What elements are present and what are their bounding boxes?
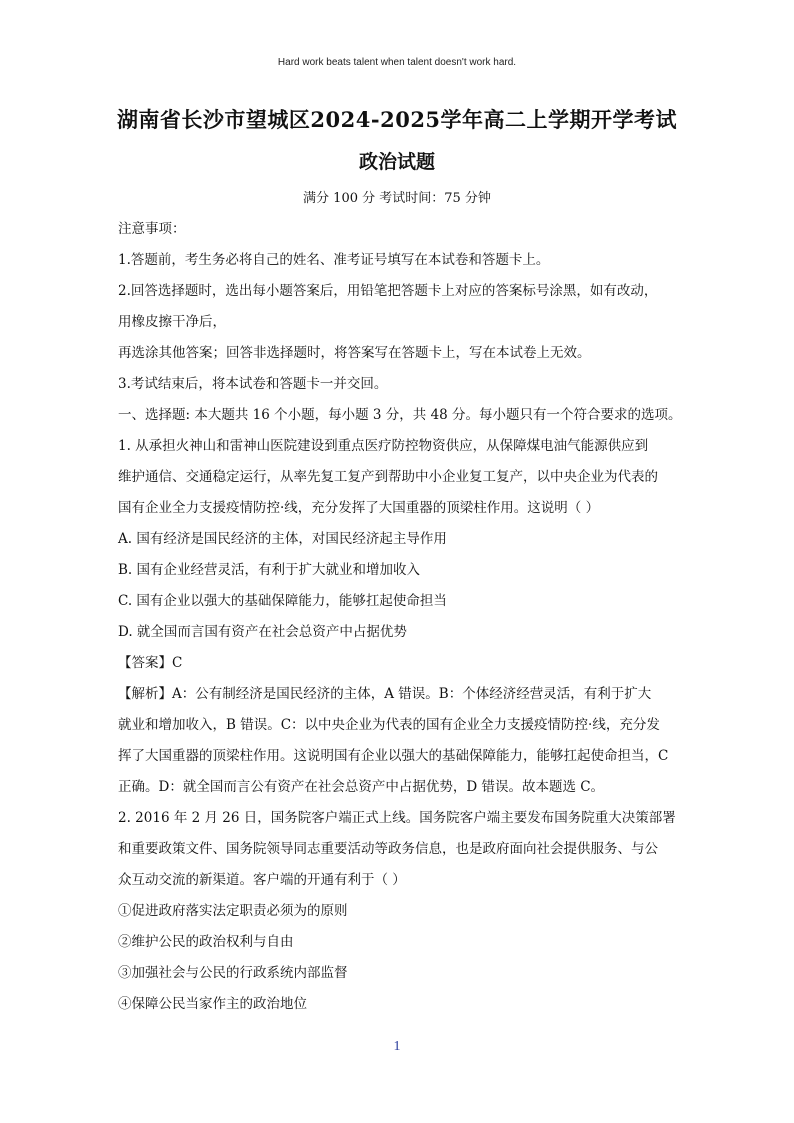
note-item-2-line-1: 2.回答选择题时，选出每小题答案后，用铅笔把答题卡上对应的答案标号涂黑，如有改动，	[118, 283, 658, 299]
note-item-2-line-3: 再选涂其他答案；回答非选择题时，将答案写在答题卡上，写在本试卷上无效。	[118, 345, 591, 361]
question-1-option-d: D. 就全国而言国有资产在社会总资产中占据优势	[118, 624, 407, 640]
question-2-option-4: ④保障公民当家作主的政治地位	[118, 996, 307, 1012]
note-item-1: 1.答题前，考生务必将自己的姓名、准考证号填写在本试卷和答题卡上。	[118, 252, 550, 268]
question-1-stem-line-3: 国有企业全力支援疫情防控·线，充分发挥了大国重器的顶梁柱作用。这说明（ ）	[118, 500, 600, 516]
question-2-stem-line-3: 众互动交流的新渠道。客户端的开通有利于（ ）	[118, 872, 406, 888]
question-2-stem-line-2: 和重要政策文件、国务院领导同志重要活动等政务信息，也是政府面向社会提供服务、与公	[118, 841, 658, 857]
section-heading: 一、选择题: 本大题共 16 个小题，每小题 3 分，共 48 分。每小题只有一个符合要求的选项。	[118, 407, 682, 423]
question-2-option-2: ②维护公民的政治权利与自由	[118, 934, 294, 950]
question-1-analysis-line-2: 就业和增加收入，B 错误。C：以中央企业为代表的国有企业全力支援疫情防控·线，充分发	[118, 717, 660, 733]
question-1-answer: 【答案】C	[118, 655, 183, 671]
question-2-option-3: ③加强社会与公民的行政系统内部监督	[118, 965, 348, 981]
notes-heading: 注意事项：	[118, 221, 186, 237]
question-2-option-1: ①促进政府落实法定职责必须为的原则	[118, 903, 348, 919]
note-item-2-line-2: 用橡皮擦干净后，	[118, 314, 226, 330]
page-number: 1	[393, 1039, 401, 1054]
question-1-analysis-line-1: 【解析】A：公有制经济是国民经济的主体，A 错误。B：个体经济经营灵活，有利于扩大	[118, 686, 652, 702]
question-1-analysis-line-3: 挥了大国重器的顶梁柱作用。这说明国有企业以强大的基础保障能力，能够扛起使命担当，C	[118, 748, 669, 764]
note-item-3: 3.考试结束后，将本试卷和答题卡一并交回。	[118, 376, 388, 392]
exam-content	[118, 214, 693, 1020]
exam-subject: 政治试题	[358, 151, 435, 173]
exam-info: 满分 100 分 考试时间：75 分钟	[303, 191, 491, 206]
question-1-stem-line-2: 维护通信、交通稳定运行，从率先复工复产到帮助中小企业复工复产，以中央企业为代表的	[118, 469, 658, 485]
exam-title: 湖南省长沙市望城区2024-2025学年高二上学期开学考试	[116, 107, 678, 132]
question-1-option-a: A. 国有经济是国民经济的主体，对国民经济起主导作用	[118, 531, 447, 547]
question-1-analysis-line-4: 正确。D：就全国而言公有资产在社会总资产中占据优势，D 错误。故本题选 C。	[118, 779, 605, 795]
question-1-stem-line-1: 1. 从承担火神山和雷神山医院建设到重点医疗防控物资供应，从保障煤电油气能源供应到	[118, 438, 649, 454]
header-motto: Hard work beats talent when talent doesn't work hard.	[277, 57, 517, 68]
question-1-option-b: B. 国有企业经营灵活，有利于扩大就业和增加收入	[118, 562, 421, 578]
question-1-option-c: C. 国有企业以强大的基础保障能力，能够扛起使命担当	[118, 593, 447, 609]
question-2-stem-line-1: 2. 2016 年 2 月 26 日，国务院客户端正式上线。国务院客户端主要发布国务院重大决策部署	[118, 810, 676, 826]
